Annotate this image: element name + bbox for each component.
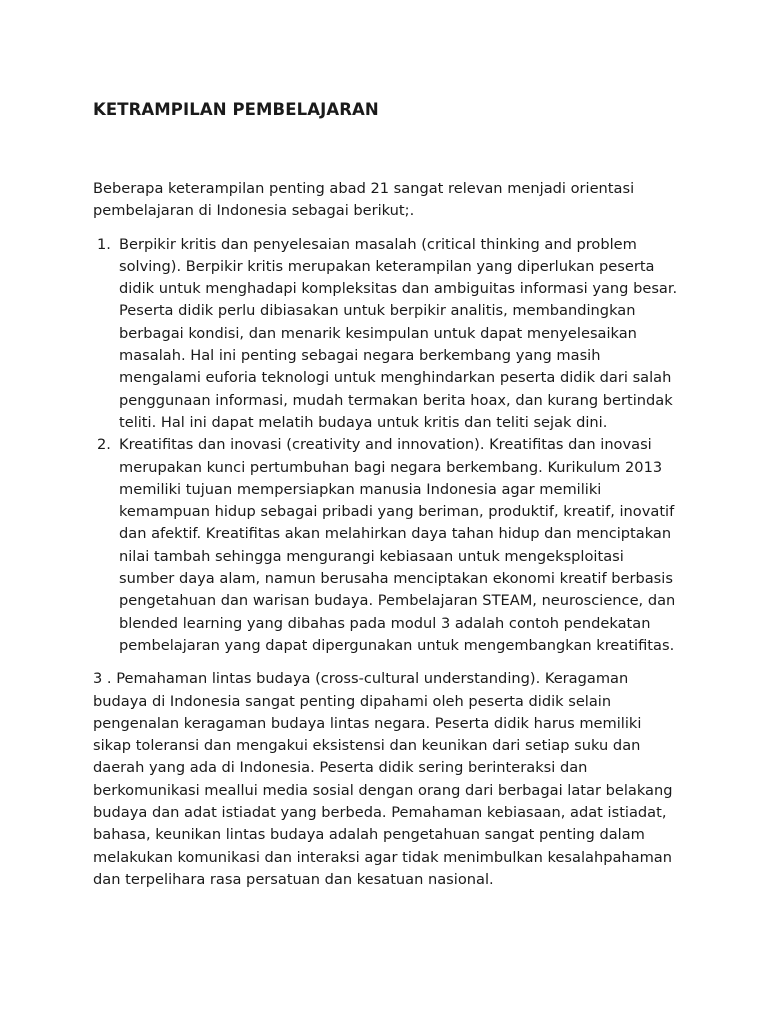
list-item-number: 2. <box>97 436 111 454</box>
list-item-text: Kreatifitas dan inovasi (creativity and innovation). Kreatifitas dan inovasi merupakan kunci pertumbuhan bagi negara berkembang. Kurikulum 2013 memiliki tujuan mempersiapkan manusia Indonesia agar memiliki kemampuan hidup sebagai pribadi yang beriman, produktif, kreatif, inovatif dan afektif. Kreatifitas akan melahirkan daya tahan hidup dan menciptakan nilai tambah sehingga mengurangi kebiasaan untuk mengeksploitasi sumber daya alam, namun berusaha menciptakan ekonomi kreatif berbasis pengetahuan dan warisan budaya. Pembelajaran STEAM, neuroscience, dan blended learning yang dibahas pada modul 3 adalah contoh pendekatan pembelajaran yang dapat dipergunakan untuk mengembangkan kreatifitas. <box>119 436 676 654</box>
list-item <box>93 234 683 435</box>
numbered-list <box>93 234 683 658</box>
intro-paragraph: Beberapa keterampilan penting abad 21 sangat relevan menjadi orientasi pembelajaran di Indonesia sebagai berikut;. <box>93 180 635 220</box>
list-item-text: Berpikir kritis dan penyelesaian masalah (critical thinking and problem solving). Berpikir kritis merupakan keterampilan yang diperlukan peserta didik untuk menghadapi kompleksitas dan ambiguitas informasi yang besar. Peserta didik perlu dibiasakan untuk berpikir analitis, membandingkan berbagai kondisi, dan menarik kesimpulan untuk dapat menyelesaikan masalah. Hal ini penting sebagai negara berkembang yang masih mengalami euforia teknologi untuk menghindarkan peserta didik dari salah penggunaan informasi, mudah termakan berita hoax, dan kurang bertindak teliti. Hal ini dapat melatih budaya untuk kritis dan teliti sejak dini. <box>119 235 678 431</box>
list-item <box>93 434 683 657</box>
list-item-number: 1. <box>97 235 111 253</box>
document-page <box>93 97 683 891</box>
paragraph-3: 3 . Pemahaman lintas budaya (cross-cultural understanding). Keragaman budaya di Indonesia sangat penting dipahami oleh peserta didik selain pengenalan keragaman budaya lintas negara. Peserta didik harus memiliki sikap toleransi dan mengakui eksistensi dan keunikan dari setiap suku dan daerah yang ada di Indonesia. Peserta didik sering berinteraksi dan berkomunikasi meallui media sosial dengan orang dari berbagai latar belakang budaya dan adat istiadat yang berbeda. Pemahaman kebiasaan, adat istiadat, bahasa, keunikan lintas budaya adalah pengetahuan sangat penting dalam melakukan komunikasi dan interaksi agar tidak menimbulkan kesalahpahaman dan terpelihara rasa persatuan dan kesatuan nasional. <box>93 670 673 888</box>
document-title: KETRAMPILAN PEMBELAJARAN <box>93 100 379 119</box>
